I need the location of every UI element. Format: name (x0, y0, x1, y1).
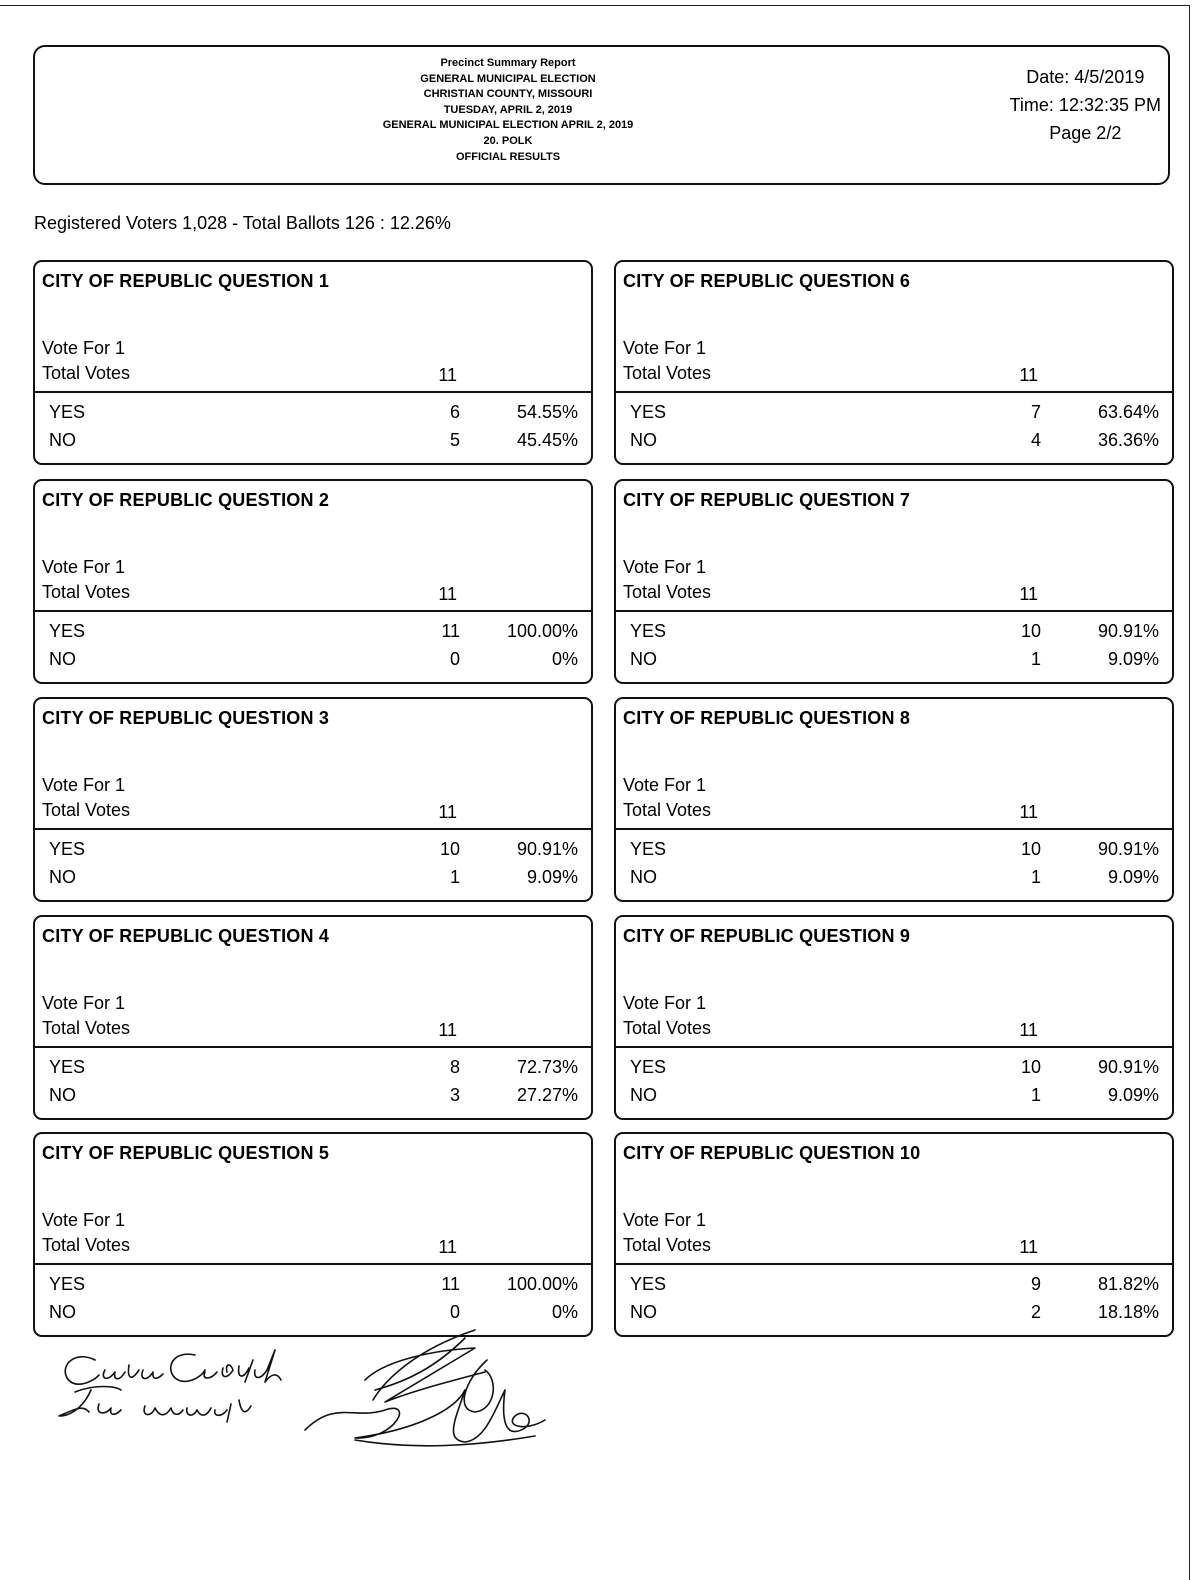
contest-question-1 (33, 260, 593, 465)
header-line: OFFICIAL RESULTS (455, 150, 561, 163)
divider (616, 828, 1172, 830)
signature-stroke (365, 1330, 493, 1412)
choice-votes: 10 (1020, 839, 1041, 859)
total-votes-value: 11 (438, 802, 457, 822)
choice-row-no (616, 649, 1172, 675)
choice-votes: 3 (449, 1085, 460, 1105)
choice-votes: 4 (1030, 430, 1041, 450)
choice-label: YES (630, 1057, 667, 1077)
contest-question-4 (33, 915, 593, 1120)
header-title-block (35, 56, 981, 165)
choice-label: NO (49, 649, 76, 669)
choice-percent: 72.73% (516, 1057, 578, 1077)
choice-row-yes (616, 402, 1172, 428)
choice-row-no (616, 430, 1172, 456)
divider (35, 610, 591, 612)
choice-percent: 27.27% (516, 1085, 578, 1105)
choice-row-yes (616, 1274, 1172, 1300)
choice-votes: 1 (1030, 1085, 1041, 1105)
contest-title: CITY OF REPUBLIC QUESTION 1 (42, 271, 330, 291)
contest-question-6 (614, 260, 1174, 465)
total-votes-label: Total Votes (623, 1018, 712, 1038)
choice-row-yes (35, 1057, 591, 1083)
contest-question-10 (614, 1132, 1174, 1337)
divider (35, 1263, 591, 1265)
header-line: GENERAL MUNICIPAL ELECTION APRIL 2, 2019 (382, 119, 634, 132)
contest-title: CITY OF REPUBLIC QUESTION 3 (42, 708, 330, 728)
divider (616, 610, 1172, 612)
contest-title: CITY OF REPUBLIC QUESTION 5 (42, 1143, 330, 1163)
divider (35, 391, 591, 393)
choice-percent: 9.09% (1107, 867, 1159, 887)
choice-label: NO (630, 649, 657, 669)
choice-votes: 0 (449, 1302, 460, 1322)
choice-percent: 36.36% (1097, 430, 1159, 450)
choice-row-yes (616, 1057, 1172, 1083)
divider (616, 1263, 1172, 1265)
total-votes-label: Total Votes (42, 1018, 131, 1038)
choice-votes: 0 (449, 649, 460, 669)
total-votes-value: 11 (1019, 802, 1038, 822)
total-votes-label: Total Votes (623, 363, 712, 383)
total-votes-value: 11 (438, 584, 457, 604)
vote-for-label: Vote For 1 (623, 775, 707, 795)
choice-percent: 45.45% (516, 430, 578, 450)
choice-percent: 90.91% (1097, 1057, 1159, 1077)
choice-percent: 18.18% (1097, 1302, 1159, 1322)
choice-percent: 54.55% (516, 402, 578, 422)
choice-row-no (616, 1302, 1172, 1328)
header-line: 20. POLK (483, 134, 533, 147)
choice-label: YES (630, 1274, 667, 1294)
choice-percent: 90.91% (1097, 621, 1159, 641)
choice-votes: 11 (441, 1274, 460, 1294)
signature-stroke (65, 1357, 163, 1384)
contest-title: CITY OF REPUBLIC QUESTION 4 (42, 926, 330, 946)
contest-title: CITY OF REPUBLIC QUESTION 7 (623, 490, 911, 510)
total-votes-value: 11 (438, 1237, 457, 1257)
contest-question-9 (614, 915, 1174, 1120)
choice-row-no (616, 867, 1172, 893)
signature-stroke (59, 1387, 251, 1423)
contest-question-8 (614, 697, 1174, 902)
choice-label: YES (49, 839, 86, 859)
contest-title: CITY OF REPUBLIC QUESTION 8 (623, 708, 911, 728)
choice-votes: 1 (1030, 649, 1041, 669)
signature-stroke (305, 1390, 545, 1442)
choice-percent: 90.91% (516, 839, 578, 859)
choice-votes: 10 (1020, 621, 1041, 641)
choice-row-yes (35, 402, 591, 428)
choice-row-yes (616, 621, 1172, 647)
choice-row-no (35, 1085, 591, 1111)
choice-votes: 10 (439, 839, 460, 859)
choice-row-no (35, 430, 591, 456)
choice-row-no (616, 1085, 1172, 1111)
choice-percent: 9.09% (1107, 649, 1159, 669)
header-line: GENERAL MUNICIPAL ELECTION (420, 72, 596, 85)
vote-for-label: Vote For 1 (623, 338, 707, 358)
total-votes-label: Total Votes (623, 582, 712, 602)
contest-question-2 (33, 479, 593, 684)
page-edge-right (1189, 5, 1190, 1580)
registered-voters-line: Registered Voters 1,028 - Total Ballots 126 : 12.26% (34, 213, 451, 233)
choice-label: NO (49, 430, 76, 450)
choice-row-yes (616, 839, 1172, 865)
choice-votes: 5 (449, 430, 460, 450)
choice-votes: 10 (1020, 1057, 1041, 1077)
contest-title: CITY OF REPUBLIC QUESTION 10 (623, 1143, 921, 1163)
divider (616, 1046, 1172, 1048)
choice-row-yes (35, 839, 591, 865)
choice-votes: 1 (1030, 867, 1041, 887)
choice-row-no (35, 867, 591, 893)
vote-for-label: Vote For 1 (42, 993, 126, 1013)
report-time: Time: 12:32:35 PM (1009, 95, 1161, 115)
signature-stroke (171, 1350, 281, 1382)
total-votes-value: 11 (1019, 584, 1038, 604)
total-votes-value: 11 (1019, 1237, 1038, 1257)
choice-label: NO (630, 867, 657, 887)
choice-label: NO (49, 1302, 76, 1322)
page-number: Page 2/2 (1049, 123, 1122, 143)
choice-label: YES (49, 402, 86, 422)
choice-percent: 63.64% (1097, 402, 1159, 422)
total-votes-label: Total Votes (623, 1235, 712, 1255)
choice-label: YES (630, 621, 667, 641)
contest-title: CITY OF REPUBLIC QUESTION 9 (623, 926, 911, 946)
vote-for-label: Vote For 1 (42, 338, 126, 358)
total-votes-label: Total Votes (42, 363, 131, 383)
vote-for-label: Vote For 1 (42, 1210, 126, 1230)
signature-stroke (355, 1436, 535, 1446)
choice-percent: 81.82% (1097, 1274, 1159, 1294)
total-votes-label: Total Votes (42, 1235, 131, 1255)
choice-votes: 11 (441, 621, 460, 641)
choice-label: NO (630, 1085, 657, 1105)
total-votes-label: Total Votes (42, 800, 131, 820)
choice-label: NO (49, 867, 76, 887)
choice-percent: 100.00% (506, 1274, 578, 1294)
choice-percent: 9.09% (1107, 1085, 1159, 1105)
choice-label: NO (630, 1302, 657, 1322)
choice-percent: 0% (551, 1302, 578, 1322)
divider (35, 1046, 591, 1048)
contest-title: CITY OF REPUBLIC QUESTION 2 (42, 490, 330, 510)
header-line: TUESDAY, APRIL 2, 2019 (443, 103, 573, 116)
choice-votes: 6 (449, 402, 460, 422)
report-header (33, 45, 1170, 185)
total-votes-label: Total Votes (42, 582, 131, 602)
vote-for-label: Vote For 1 (42, 557, 126, 577)
choice-label: YES (630, 839, 667, 859)
choice-row-no (35, 649, 591, 675)
divider (35, 828, 591, 830)
vote-for-label: Vote For 1 (623, 1210, 707, 1230)
contest-question-7 (614, 479, 1174, 684)
total-votes-value: 11 (438, 365, 457, 385)
choice-label: YES (49, 1274, 86, 1294)
page-edge-top (0, 5, 1190, 6)
vote-for-label: Vote For 1 (623, 993, 707, 1013)
choice-votes: 1 (449, 867, 460, 887)
choice-label: NO (49, 1085, 76, 1105)
total-votes-value: 11 (1019, 1020, 1038, 1040)
choice-percent: 0% (551, 649, 578, 669)
header-meta (1010, 63, 1161, 147)
contest-question-3 (33, 697, 593, 902)
vote-for-label: Vote For 1 (623, 557, 707, 577)
choice-percent: 9.09% (526, 867, 578, 887)
choice-votes: 9 (1030, 1274, 1041, 1294)
choice-label: YES (49, 621, 86, 641)
choice-label: YES (49, 1057, 86, 1077)
choice-votes: 7 (1030, 402, 1041, 422)
report-date: Date: 4/5/2019 (1026, 67, 1145, 87)
contest-title: CITY OF REPUBLIC QUESTION 6 (623, 271, 911, 291)
signatures (55, 1320, 555, 1460)
choice-percent: 100.00% (506, 621, 578, 641)
choice-label: NO (630, 430, 657, 450)
choice-row-yes (35, 1274, 591, 1300)
choice-label: YES (630, 402, 667, 422)
total-votes-value: 11 (1019, 365, 1038, 385)
contest-question-5 (33, 1132, 593, 1337)
divider (616, 391, 1172, 393)
choice-votes: 8 (449, 1057, 460, 1077)
choice-votes: 2 (1030, 1302, 1041, 1322)
total-votes-label: Total Votes (623, 800, 712, 820)
total-votes-value: 11 (438, 1020, 457, 1040)
choice-percent: 90.91% (1097, 839, 1159, 859)
header-line: Precinct Summary Report (440, 57, 576, 69)
vote-for-label: Vote For 1 (42, 775, 126, 795)
choice-row-yes (35, 621, 591, 647)
header-line: CHRISTIAN COUNTY, MISSOURI (423, 88, 593, 101)
